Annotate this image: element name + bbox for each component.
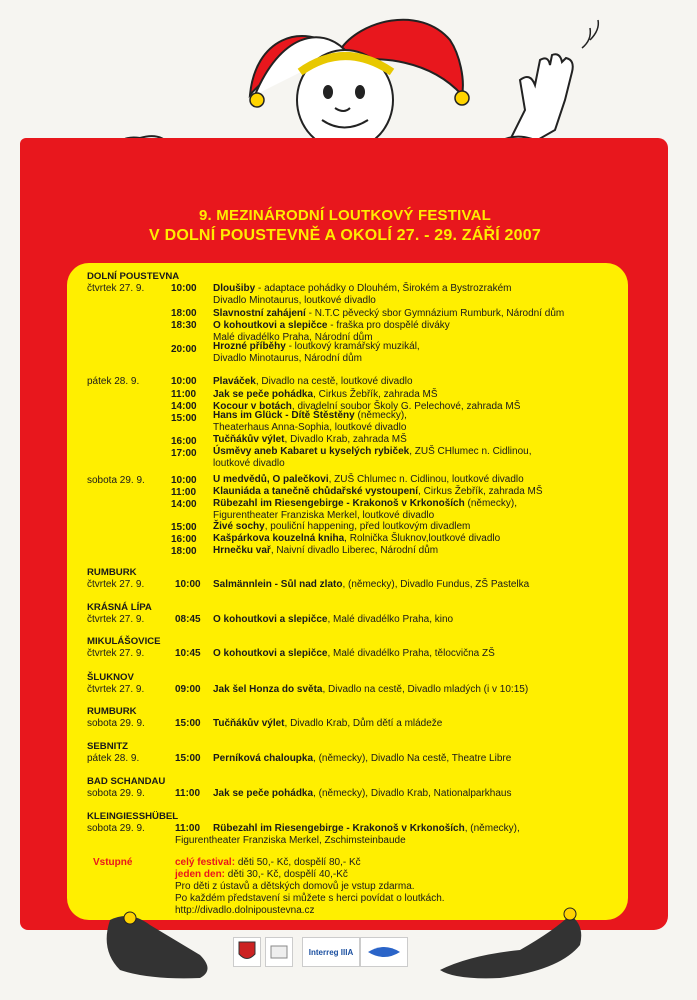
event-time: 14:00 [171, 499, 197, 510]
day-label: sobota 29. 9. [87, 475, 145, 486]
event-line [213, 410, 407, 422]
admission-day-price: děti 30,- Kč, dospělí 40,-Kč [225, 869, 348, 880]
day-label: čtvrtek 27. 9. [87, 648, 145, 659]
event-line [213, 320, 450, 332]
event-title: Perníková chaloupka [213, 753, 314, 764]
event-line [213, 486, 543, 498]
event-title: Rübezahl im Riesengebirge - Krakonoš v Krkonoších [213, 498, 465, 509]
event-title: Kašpárkova kouzelná kniha [213, 533, 345, 544]
event-title: Jak se peče pohádka [213, 788, 314, 799]
event-details-line: loutkové divadlo [213, 458, 285, 469]
event-time: 15:00 [175, 753, 201, 764]
admission-label: Vstupné [93, 857, 133, 868]
day-label: sobota 29. 9. [87, 718, 145, 729]
event-details: - loutkový kramářský muzikál, [285, 341, 420, 352]
event-details: , (německy), Divadlo Krab, Nationalparkhaus [313, 788, 512, 799]
event-time: 18:00 [171, 308, 197, 319]
event-details: , ZUŠ Chlumec n. Cidlinou, loutkové divadlo [328, 474, 524, 485]
event-line [213, 684, 528, 696]
event-details: , Malé divadélko Praha, tělocvična ZŠ [327, 648, 495, 659]
event-details: , Rolnička Šluknov,loutkové divadlo [344, 533, 501, 544]
event-time: 10:00 [171, 283, 197, 294]
event-time: 08:45 [175, 614, 201, 625]
event-time: 11:00 [175, 823, 201, 834]
event-title: U medvědů, O palečkovi [213, 474, 329, 485]
day-label: čtvrtek 27. 9. [87, 579, 145, 590]
day-label: čtvrtek 27. 9. [87, 283, 145, 294]
admission-note-talk: Po každém představení si můžete s herci povídat o loutkách. [175, 893, 445, 904]
day-label: čtvrtek 27. 9. [87, 684, 145, 695]
event-line [213, 498, 517, 510]
event-line [213, 389, 438, 401]
event-time: 18:00 [171, 546, 197, 557]
admission-full-price: děti 50,- Kč, dospělí 80,- Kč [235, 857, 361, 868]
event-details-line: Theaterhaus Anna-Sophia, loutkové divadlo [213, 422, 407, 433]
event-time: 11:00 [171, 487, 197, 498]
event-details: - fraška pro dospělé diváky [327, 320, 450, 331]
event-title: Plaváček [213, 376, 256, 387]
day-label: pátek 28. 9. [87, 753, 140, 764]
sponsor-logo [360, 937, 408, 967]
event-details: , (německy), Divadlo Fundus, ZŠ Pastelka [342, 579, 530, 590]
festival-url[interactable]: http://divadlo.dolnipoustevna.cz [175, 905, 315, 916]
event-line [213, 474, 524, 486]
partner-logo [265, 937, 293, 967]
event-details: , Naivní divadlo Liberec, Národní dům [270, 545, 439, 556]
event-line [213, 753, 511, 765]
day-label: sobota 29. 9. [87, 823, 145, 834]
city-bad-schandau: BAD SCHANDAU [87, 776, 166, 787]
event-line [213, 648, 495, 660]
event-title: Hans im Glück - Dítě Štěstěny [213, 410, 355, 421]
event-details: (německy), [354, 410, 407, 421]
event-details: , (německy), Divadlo Na cestě, Theatre Libre [313, 753, 512, 764]
event-details: , Cirkus Žebřík, zahrada MŠ [313, 389, 438, 400]
event-line [213, 434, 407, 446]
city-sebnitz: SEBNITZ [87, 741, 129, 752]
event-details-line: Divadlo Minotaurus, Národní dům [213, 353, 362, 364]
event-details-line: Figurentheater Franziska Merkel, loutkové divadlo [213, 510, 435, 521]
event-time: 18:30 [171, 320, 197, 331]
event-time: 20:00 [171, 344, 197, 355]
admission-full [175, 857, 361, 869]
event-title: O kohoutkovi a slepičce [213, 320, 328, 331]
event-title: Klauniáda a tanečně chůdařské vystoupení [213, 486, 419, 497]
event-title: Salmännlein - Sůl nad zlato [213, 579, 343, 590]
event-time: 15:00 [175, 718, 201, 729]
event-details: , Divadlo Krab, zahrada MŠ [284, 434, 407, 445]
event-time: 10:00 [171, 376, 197, 387]
event-title: Dloušiby [213, 283, 256, 294]
event-title: Rübezahl im Riesengebirge - Krakonoš v Krkonoších [213, 823, 465, 834]
city-dolni-poustevna: DOLNÍ POUSTEVNA [87, 271, 180, 282]
event-details-line: Figurentheater Franziska Merkel, Zschimsteinbaude [175, 835, 406, 846]
event-details: , (německy), [464, 823, 520, 834]
event-details-line: Malé divadélko Praha, Národní dům [213, 332, 373, 343]
event-line [213, 341, 420, 353]
event-time: 16:00 [171, 534, 197, 545]
event-details: , Divadlo na cestě, Divadlo mladých (i v 10:15) [322, 684, 529, 695]
event-time: 16:00 [171, 436, 197, 447]
event-title: Živé sochy [213, 521, 265, 532]
day-label: sobota 29. 9. [87, 788, 145, 799]
event-title: O kohoutkovi a slepičce [213, 648, 328, 659]
event-details: , Cirkus Žebřík, zahrada MŠ [418, 486, 543, 497]
admission-day-label: jeden den: [175, 869, 226, 880]
event-time: 11:00 [171, 389, 197, 400]
event-time: 10:00 [171, 475, 197, 486]
event-details: , Divadlo na cestě, loutkové divadlo [255, 376, 413, 387]
event-title: Jak se peče pohádka [213, 389, 314, 400]
event-title: Úsměvy aneb Kabaret u kyselých rybiček [213, 446, 410, 457]
event-title: Jak šel Honza do světa [213, 684, 323, 695]
event-line [213, 521, 470, 533]
event-title: Tučňákův výlet [213, 718, 285, 729]
event-time: 11:00 [175, 788, 201, 799]
event-details-line: Divadlo Minotaurus, loutkové divadlo [213, 295, 376, 306]
event-details: , ZUŠ CHlumec n. Cidlinou, [409, 446, 532, 457]
partner-emblem-icon [269, 942, 289, 962]
admission-note-free: Pro děti z ústavů a dětských domovů je vstup zdarma. [175, 881, 415, 892]
event-details: , divadelní soubor Školy G. Pelechové, zahrada MŠ [291, 401, 521, 412]
event-line [213, 718, 442, 730]
city-mikulasovice: MIKULÁŠOVICE [87, 636, 161, 647]
event-line [213, 823, 520, 835]
event-details: - N.T.C pěvecký sbor Gymnázium Rumburk, Národní dům [305, 308, 565, 319]
admission-full-label: celý festival: [175, 857, 236, 868]
city-rumburk: RUMBURK [87, 567, 137, 578]
event-details: , Divadlo Krab, Dům dětí a mládeže [284, 718, 443, 729]
crest-icon [238, 941, 256, 963]
city-krasna-lipa: KRÁSNÁ LÍPA [87, 602, 152, 613]
event-line [213, 788, 512, 800]
event-details: - adaptace pohádky o Dlouhém, Širokém a Bystrozrakém [255, 283, 512, 294]
municipality-crest-logo [233, 937, 261, 967]
event-details: , pouliční happening, před loutkovým divadlem [264, 521, 471, 532]
event-title: Hrozné příběhy [213, 341, 286, 352]
event-time: 10:45 [175, 648, 201, 659]
event-line [213, 283, 511, 295]
event-line [213, 376, 413, 388]
event-title: Kocour v botách [213, 401, 292, 412]
sponsor-emblem-icon [364, 942, 404, 962]
event-time: 17:00 [171, 448, 197, 459]
event-details: (německy), [464, 498, 517, 509]
event-title: Hrnečku vař [213, 545, 271, 556]
festival-title-line1: 9. MEZINÁRODNÍ LOUTKOVÝ FESTIVAL [199, 207, 491, 224]
event-time: 14:00 [171, 401, 197, 412]
event-time: 15:00 [171, 522, 197, 533]
event-line [213, 614, 453, 626]
event-title: Slavnostní zahájení [213, 308, 306, 319]
event-line [213, 446, 531, 458]
day-label: čtvrtek 27. 9. [87, 614, 145, 625]
festival-title-line2: V DOLNÍ POUSTEVNĚ A OKOLÍ 27. - 29. ZÁŘÍ 2007 [149, 227, 541, 244]
city-rumburk: RUMBURK [87, 706, 137, 717]
city-kleingiesshubel: KLEINGIESSHÜBEL [87, 811, 179, 822]
interreg-logo: Interreg IIIA [302, 937, 360, 967]
event-line [213, 308, 564, 320]
event-details: , Malé divadélko Praha, kino [327, 614, 454, 625]
event-line [213, 579, 529, 591]
event-line [213, 545, 438, 557]
event-time: 10:00 [175, 579, 201, 590]
event-line [213, 533, 500, 545]
event-time: 09:00 [175, 684, 201, 695]
city-sluknov: ŠLUKNOV [87, 672, 134, 683]
day-label: pátek 28. 9. [87, 376, 140, 387]
event-title: Tučňákův výlet [213, 434, 285, 445]
admission-day [175, 869, 348, 881]
event-time: 15:00 [171, 413, 197, 424]
event-title: O kohoutkovi a slepičce [213, 614, 328, 625]
